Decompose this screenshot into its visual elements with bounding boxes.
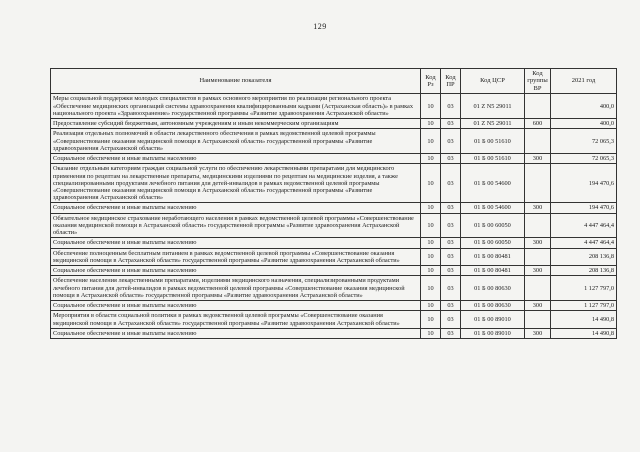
table-row [51,301,617,311]
row-name-cell: Социальное обеспечение и иные выплаты населению [51,328,421,338]
row-pr-cell: 03 [441,203,461,213]
row-vr-cell: 600 [525,119,551,129]
table-row [51,203,617,213]
header-csr: Код ЦСР [461,69,525,94]
row-rz-cell: 10 [421,328,441,338]
row-pr-cell: 03 [441,213,461,238]
row-csr-cell: 01 Б 00 60050 [461,238,525,248]
header-name: Наименование показателя [51,69,421,94]
table-row [51,119,617,129]
row-vr-cell [525,248,551,265]
row-pr-cell: 03 [441,154,461,164]
table-row [51,328,617,338]
row-csr-cell: 01 Б 00 51610 [461,154,525,164]
row-name-cell: Обеспечение полноценным бесплатным питанием в рамках ведомственной целевой программы «Совершенствование оказания медицинской помощи в Астраханской области» государственной программы «Развитие здравоохранения Астраханской области» [51,248,421,265]
row-amount-cell: 72 065,3 [551,129,617,154]
row-csr-cell: 01 Б 00 54600 [461,164,525,203]
row-vr-cell: 300 [525,154,551,164]
row-amount-cell: 400,0 [551,94,617,119]
page-number: 129 [313,22,327,31]
table-row [51,164,617,203]
row-name-cell: Предоставление субсидий бюджетным, автономным учреждениям и иным некоммерческим организациям [51,119,421,129]
row-csr-cell: 01 Z N5 29011 [461,119,525,129]
row-csr-cell: 01 Б 00 80630 [461,301,525,311]
row-pr-cell: 03 [441,248,461,265]
row-amount-cell: 194 470,6 [551,164,617,203]
row-pr-cell: 03 [441,276,461,301]
row-amount-cell: 1 127 797,0 [551,301,617,311]
row-amount-cell: 194 470,6 [551,203,617,213]
table-row [51,276,617,301]
row-pr-cell: 03 [441,119,461,129]
row-amount-cell: 4 447 464,4 [551,213,617,238]
row-csr-cell: 01 Б 00 54600 [461,203,525,213]
row-pr-cell: 03 [441,311,461,328]
row-rz-cell: 10 [421,238,441,248]
row-pr-cell: 03 [441,164,461,203]
row-name-cell: Оказание отдельным категориям граждан социальной услуги по обеспечению лекарственными препаратами для медицинского применения по рецептам на лекарственные препараты, медицинскими изделиями по рецептам на медицинские изделия, а также специализированными продуктами лечебного питания для детей-инвалидов в рамках ведомственной целевой программы «Совершенствование оказания медицинской помощи в Астраханской области» государственной программы «Развитие здравоохранения Астраханской области» [51,164,421,203]
table-row [51,94,617,119]
table-row [51,248,617,265]
row-pr-cell: 03 [441,328,461,338]
row-amount-cell: 208 136,8 [551,266,617,276]
row-vr-cell [525,276,551,301]
row-rz-cell: 10 [421,203,441,213]
row-csr-cell: 01 Б 00 89010 [461,311,525,328]
row-name-cell: Обязательное медицинское страхование неработающего населения в рамках ведомственной целевой программы «Совершенствование оказания медицинской помощи в Астраханской области» государственной программы «Развитие здравоохранения Астраханской области» [51,213,421,238]
header-pr: Код ПР [441,69,461,94]
row-rz-cell: 10 [421,119,441,129]
row-pr-cell: 03 [441,238,461,248]
row-name-cell: Социальное обеспечение и иные выплаты населению [51,203,421,213]
table-row [51,129,617,154]
row-csr-cell: 01 Б 00 80481 [461,266,525,276]
row-vr-cell [525,311,551,328]
table-row [51,213,617,238]
row-rz-cell: 10 [421,154,441,164]
header-rz: Код Рз [421,69,441,94]
row-name-cell: Обеспечение населения лекарственными препаратами, изделиями медицинского назначения, специализированными продуктами лечебного питания для детей-инвалидов в рамках ведомственной целевой программы «Совершенствование оказания медицинской помощи в Астраханской области» государственной программы «Развитие здравоохранения Астраханской области» [51,276,421,301]
row-amount-cell: 400,0 [551,119,617,129]
row-pr-cell: 03 [441,266,461,276]
budget-table [50,68,617,339]
row-vr-cell [525,213,551,238]
row-name-cell: Социальное обеспечение и иные выплаты населению [51,301,421,311]
row-vr-cell: 300 [525,301,551,311]
row-vr-cell: 300 [525,203,551,213]
row-rz-cell: 10 [421,164,441,203]
row-name-cell: Социальное обеспечение и иные выплаты населению [51,154,421,164]
row-rz-cell: 10 [421,129,441,154]
row-vr-cell: 300 [525,328,551,338]
table-row [51,238,617,248]
row-amount-cell: 72 065,3 [551,154,617,164]
row-pr-cell: 03 [441,301,461,311]
row-pr-cell: 03 [441,94,461,119]
table-row [51,154,617,164]
row-rz-cell: 10 [421,94,441,119]
row-amount-cell: 208 136,8 [551,248,617,265]
row-vr-cell: 300 [525,238,551,248]
table-body [51,94,617,339]
row-name-cell: Реализация отдельных полномочий в области лекарственного обеспечения в рамках ведомственной целевой программы «Совершенствование оказания медицинской помощи в Астраханской области» государственной программы «Развитие здравоохранения Астраханской области» [51,129,421,154]
header-vr: Код группы ВР [525,69,551,94]
table-header-row [51,69,617,94]
row-rz-cell: 10 [421,301,441,311]
row-name-cell: Социальное обеспечение и иные выплаты населению [51,238,421,248]
row-rz-cell: 10 [421,213,441,238]
row-name-cell: Меры социальной поддержки молодых специалистов в рамках основного мероприятия по реализации регионального проекта «Обеспечение медицинских организаций системы здравоохранения квалифицированными кадрами (Астраханская область)» в рамках национального проекта «Здравоохранение» государственной программы «Развитие здравоохранения Астраханской области» [51,94,421,119]
row-name-cell: Социальное обеспечение и иные выплаты населению [51,266,421,276]
row-csr-cell: 01 Б 00 80630 [461,276,525,301]
row-amount-cell: 1 127 797,0 [551,276,617,301]
row-csr-cell: 01 Б 00 60050 [461,213,525,238]
table-row [51,311,617,328]
row-vr-cell [525,94,551,119]
row-amount-cell: 4 447 464,4 [551,238,617,248]
table-row [51,266,617,276]
row-csr-cell: 01 Б 00 80481 [461,248,525,265]
row-vr-cell [525,164,551,203]
header-year: 2021 год [551,69,617,94]
row-name-cell: Мероприятия в области социальной политики в рамках ведомственной целевой программы «Совершенствование оказания медицинской помощи в Астраханской области» государственной программы «Развитие здравоохранения Астраханской области» [51,311,421,328]
row-amount-cell: 14 490,8 [551,311,617,328]
row-rz-cell: 10 [421,248,441,265]
row-rz-cell: 10 [421,266,441,276]
row-csr-cell: 01 Z N5 29011 [461,94,525,119]
row-vr-cell [525,129,551,154]
row-pr-cell: 03 [441,129,461,154]
row-csr-cell: 01 Б 00 51610 [461,129,525,154]
row-rz-cell: 10 [421,311,441,328]
row-rz-cell: 10 [421,276,441,301]
row-vr-cell: 300 [525,266,551,276]
row-amount-cell: 14 490,8 [551,328,617,338]
row-csr-cell: 01 Б 00 89010 [461,328,525,338]
